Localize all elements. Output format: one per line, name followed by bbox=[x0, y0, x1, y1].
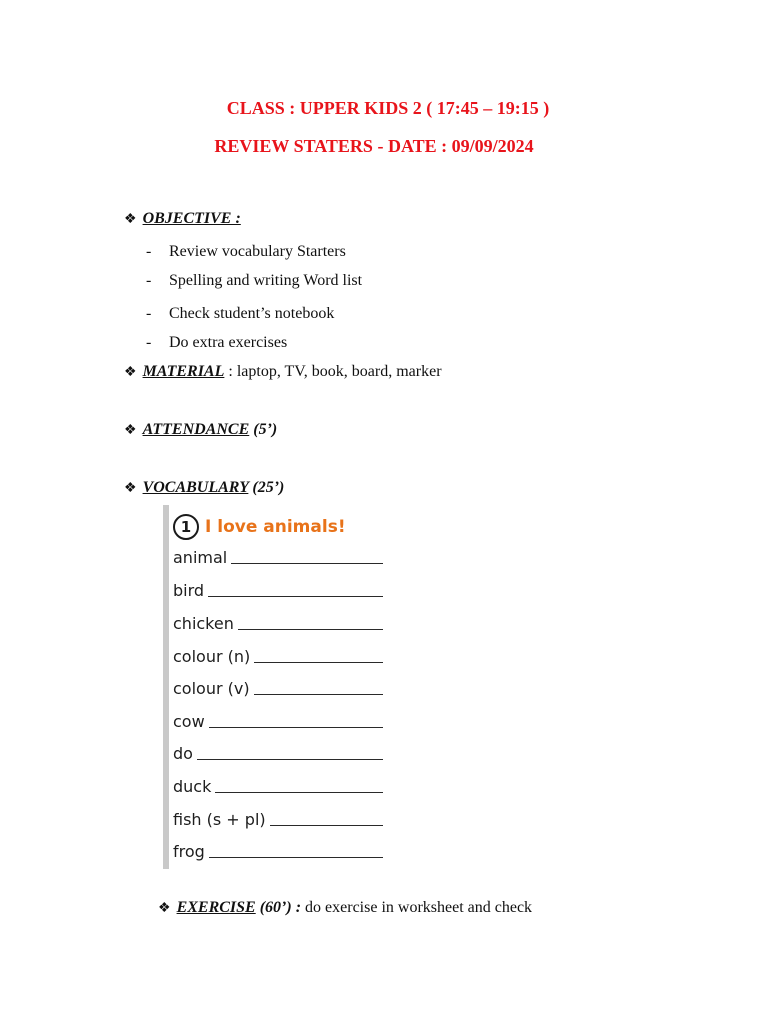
vocabulary-word-list-image bbox=[163, 505, 387, 869]
vocabulary-word-row bbox=[173, 707, 383, 731]
objective-section bbox=[124, 210, 241, 228]
vocabulary-unit-header bbox=[173, 513, 346, 541]
vocabulary-word-row bbox=[173, 609, 383, 633]
attendance-time: (5’) bbox=[249, 421, 278, 438]
write-line bbox=[270, 825, 383, 826]
dash-bullet: - bbox=[146, 272, 152, 289]
diamond-bullet-icon: ❖ bbox=[124, 481, 137, 496]
review-date-title: REVIEW STATERS - DATE : 09/09/2024 bbox=[214, 136, 534, 156]
vocabulary-word: colour (n) bbox=[173, 647, 251, 666]
objective-heading: OBJECTIVE : bbox=[142, 210, 241, 227]
vocabulary-word-row bbox=[173, 837, 383, 861]
vocabulary-word-row bbox=[173, 772, 383, 796]
dash-bullet: - bbox=[146, 243, 152, 260]
objective-item-text: Spelling and writing Word list bbox=[169, 272, 363, 289]
vocabulary-word-row bbox=[173, 739, 383, 763]
objective-item-text: Review vocabulary Starters bbox=[169, 243, 346, 260]
write-line bbox=[215, 792, 383, 793]
vocabulary-word: cow bbox=[173, 712, 205, 731]
unit-title: I love animals! bbox=[205, 517, 346, 537]
diamond-bullet-icon: ❖ bbox=[124, 423, 137, 438]
exercise-text: do exercise in worksheet and check bbox=[301, 899, 533, 916]
vocabulary-word: do bbox=[173, 744, 193, 763]
exercise-heading: EXERCISE bbox=[176, 899, 256, 916]
material-heading: MATERIAL bbox=[142, 363, 225, 380]
objective-item-text: Do extra exercises bbox=[169, 334, 288, 351]
dash-bullet: - bbox=[146, 305, 152, 322]
exercise-section bbox=[158, 899, 532, 917]
vocabulary-word: fish (s + pl) bbox=[173, 810, 266, 829]
material-section bbox=[124, 363, 442, 381]
vocabulary-word-row bbox=[173, 543, 383, 567]
vocabulary-word: colour (v) bbox=[173, 679, 250, 698]
dash-bullet: - bbox=[146, 334, 152, 351]
write-line bbox=[254, 662, 383, 663]
attendance-heading: ATTENDANCE bbox=[142, 421, 250, 438]
vocabulary-word: animal bbox=[173, 548, 228, 567]
vocabulary-word-row bbox=[173, 642, 383, 666]
objective-item-text: Check student’s notebook bbox=[169, 305, 335, 322]
vocabulary-word: chicken bbox=[173, 614, 234, 633]
vocabulary-word-row bbox=[173, 674, 383, 698]
vocabulary-heading: VOCABULARY bbox=[142, 479, 249, 496]
objective-item bbox=[146, 272, 362, 290]
vocabulary-word: bird bbox=[173, 581, 205, 600]
diamond-bullet-icon: ❖ bbox=[124, 365, 137, 380]
objective-item bbox=[146, 243, 346, 261]
write-line bbox=[231, 563, 383, 564]
write-line bbox=[209, 727, 383, 728]
unit-number-badge: 1 bbox=[173, 514, 199, 540]
vocabulary-word-row bbox=[173, 576, 383, 600]
diamond-bullet-icon: ❖ bbox=[124, 212, 137, 227]
write-line bbox=[208, 596, 383, 597]
diamond-bullet-icon: ❖ bbox=[158, 901, 171, 916]
vocabulary-word: duck bbox=[173, 777, 212, 796]
objective-item bbox=[146, 334, 287, 352]
vocabulary-side-bar bbox=[163, 505, 169, 869]
class-title: CLASS : UPPER KIDS 2 ( 17:45 – 19:15 ) bbox=[226, 98, 550, 118]
vocabulary-word-row bbox=[173, 805, 383, 829]
write-line bbox=[238, 629, 383, 630]
write-line bbox=[254, 694, 383, 695]
write-line bbox=[197, 759, 383, 760]
vocabulary-word: frog bbox=[173, 842, 205, 861]
material-text: : laptop, TV, book, board, marker bbox=[224, 363, 442, 380]
vocabulary-section bbox=[124, 479, 284, 497]
exercise-time: (60’) : bbox=[255, 899, 302, 916]
attendance-section bbox=[124, 421, 277, 439]
objective-item bbox=[146, 305, 334, 323]
vocabulary-time: (25’) bbox=[248, 479, 285, 496]
write-line bbox=[209, 857, 383, 858]
